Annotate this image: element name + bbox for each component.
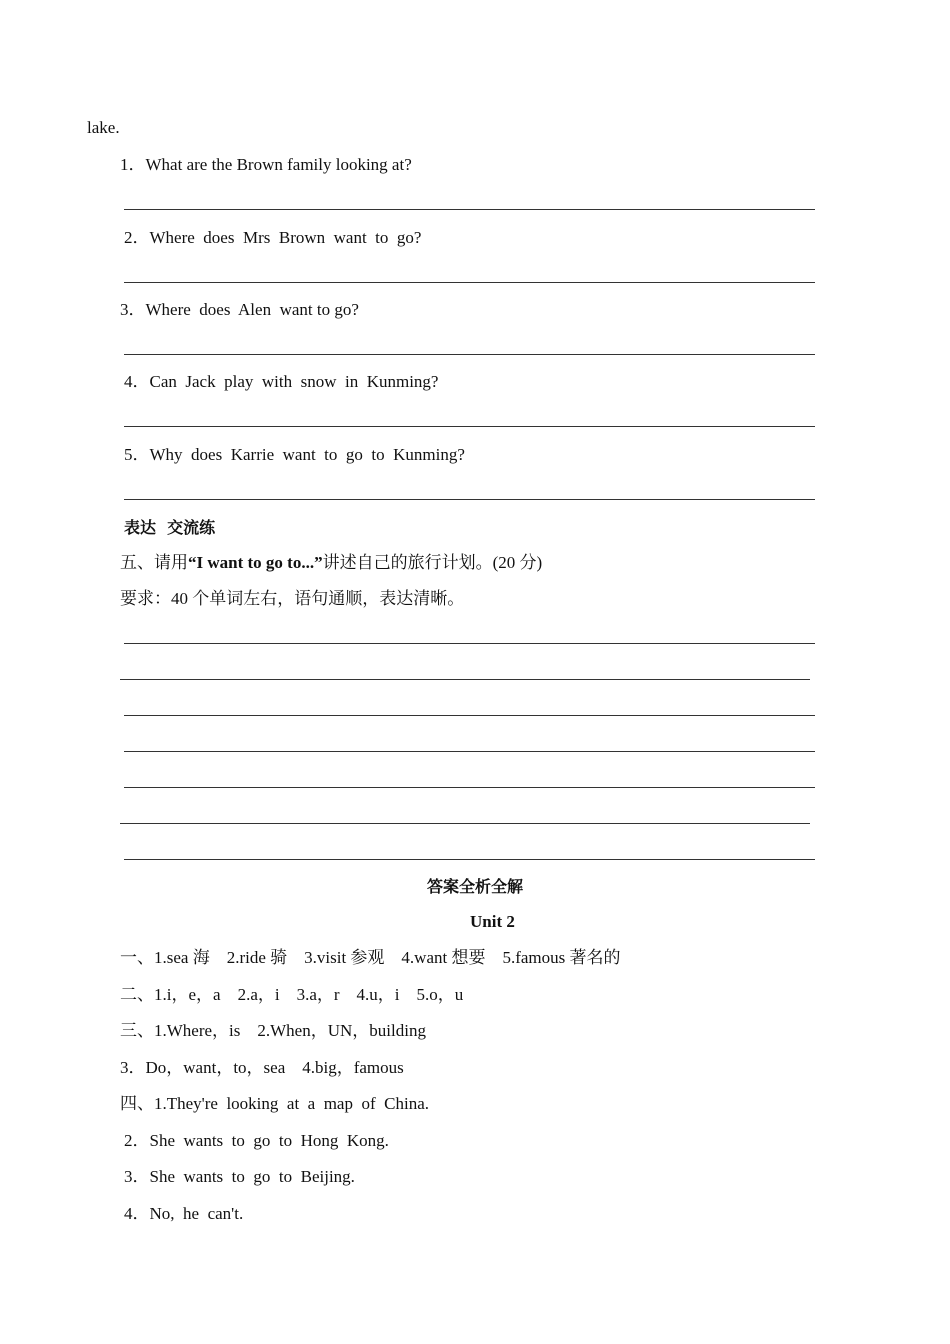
answer-row-4: 3．Do，want，to，sea 4.big，famous [120, 1058, 404, 1077]
task-instruction [120, 553, 542, 573]
answer-line-1[interactable] [124, 209, 815, 210]
answer-line-3[interactable] [124, 354, 815, 355]
writing-line-3[interactable] [124, 715, 815, 716]
continuation-text: lake. [87, 118, 120, 137]
section-heading: 表达 交流练 [124, 518, 216, 537]
question-3: 3．Where does Alen want to go? [120, 300, 359, 319]
answer-line-2[interactable] [124, 282, 815, 283]
answer-row-3: 三、1.Where，is 2.When，UN，building [120, 1021, 426, 1040]
answer-row-8: 4．No, he can't. [124, 1204, 244, 1223]
question-2: 2．Where does Mrs Brown want to go? [124, 228, 422, 247]
writing-line-2[interactable] [120, 679, 810, 680]
question-1: 1．What are the Brown family looking at? [120, 155, 412, 174]
answer-row-2: 二、1.i，e，a 2.a，i 3.a，r 4.u，i 5.o，u [120, 985, 464, 1004]
answers-unit: Unit 2 [470, 912, 515, 931]
writing-line-5[interactable] [124, 787, 815, 788]
answer-row-6: 2．She wants to go to Hong Kong. [124, 1131, 389, 1150]
answers-title: 答案全析全解 [426, 877, 523, 896]
writing-line-6[interactable] [120, 823, 810, 824]
answer-line-4[interactable] [124, 426, 815, 427]
writing-line-7[interactable] [124, 859, 815, 860]
writing-line-4[interactable] [124, 751, 815, 752]
answer-row-1: 一、1.sea 海 2.ride 骑 3.visit 参观 4.want 想要 5.famous 著名的 [120, 948, 621, 967]
answer-row-7: 3．She wants to go to Beijing. [124, 1167, 355, 1186]
question-5: 5．Why does Karrie want to go to Kunming? [124, 445, 465, 464]
answer-row-5: 四、1.They're looking at a map of China. [120, 1094, 429, 1113]
question-4: 4．Can Jack play with snow in Kunming? [124, 372, 439, 391]
task-suffix: 讲述自己的旅行计划。(20 分) [322, 553, 543, 572]
answer-line-5[interactable] [124, 499, 815, 500]
task-phrase: “I want to go to...” [188, 553, 323, 572]
task-requirement: 要求：40 个单词左右，语句通顺，表达清晰。 [120, 589, 465, 608]
writing-line-1[interactable] [124, 643, 815, 644]
task-prefix: 五、请用 [120, 553, 188, 572]
